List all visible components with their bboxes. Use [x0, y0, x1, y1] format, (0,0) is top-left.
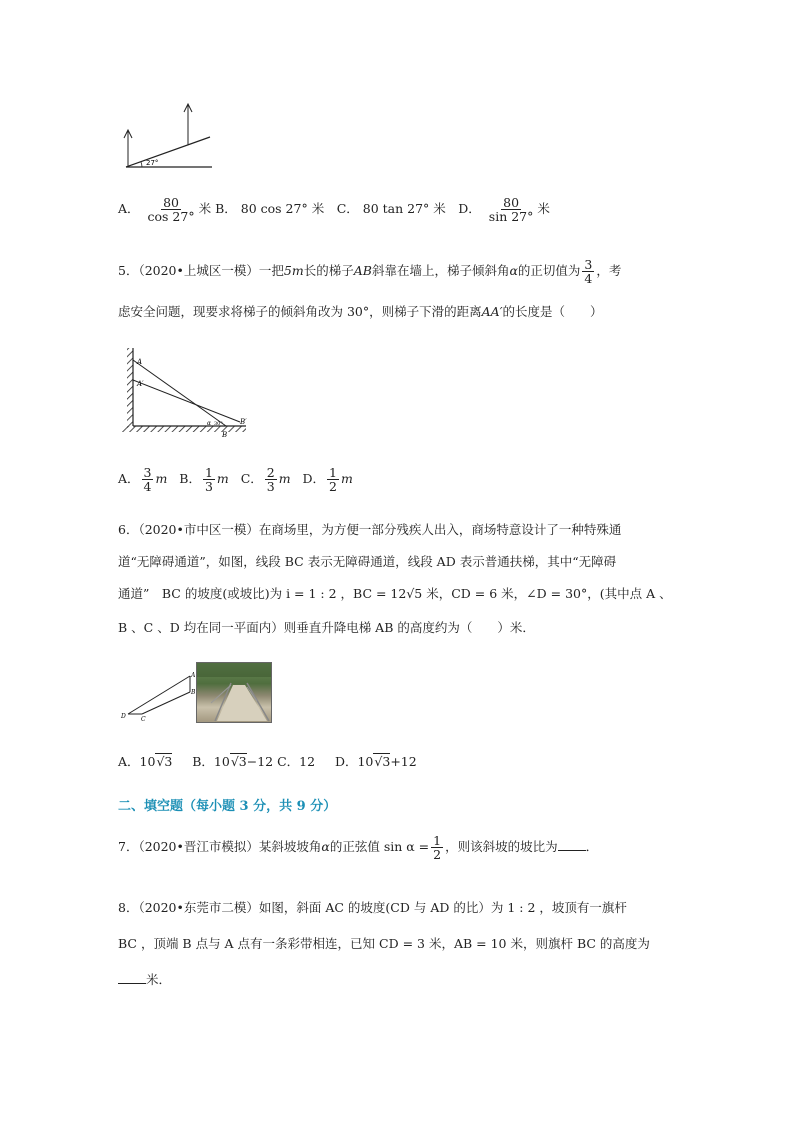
q5-tan-fraction: $\frac{3}{4}$ — [584, 257, 593, 287]
q7-fraction: $\frac{1}{2}$ — [433, 833, 442, 863]
option-a-label: A． — [118, 201, 140, 217]
q6-line2: 道“无障碍通道”，如图，线段 BC 表示无障碍通道，线段 AD 表示普通扶梯，其中“无障碍 — [118, 554, 617, 569]
q5-option-d: D． $\frac{1}{2}$ m — [302, 465, 353, 495]
q8-line1: 8．（2020•东莞市二模）如图，斜面 AC 的坡度(CD 与 AD 的比）为 1 : 2 ，坡顶有一旗杆 — [118, 900, 627, 915]
q5-line2: 虑安全问题，现要求将梯子的倾斜角改为 30°，则梯子下滑的距离AA′的长度是（ ） — [118, 304, 603, 319]
q4-figure — [116, 102, 216, 172]
q5-label-alpha: α — [207, 420, 212, 427]
q6-line4: B 、C 、D 均在同一平面内）则垂直升降电梯 AB 的高度约为（ ）米． — [118, 620, 535, 635]
option-c-label: 米 C． — [311, 201, 359, 217]
q8-line3: 米． — [118, 970, 171, 988]
section-heading: 二、填空题（每小题 3 分，共 9 分） — [118, 799, 337, 814]
q5-option-b: B． $\frac{1}{3}$ m — [179, 465, 229, 495]
q6-option-d: D．10√3+12 — [334, 754, 417, 769]
q5-options — [118, 466, 353, 493]
option-b-expr: 80 cos 27° — [240, 201, 308, 217]
q5-label-b-prime: B′ — [240, 418, 247, 426]
q6-label-d: D — [121, 713, 126, 720]
q6-option-b: B．10√3−12 C．12 — [192, 754, 316, 769]
q5-option-a: A． $\frac{3}{4}$ m — [118, 465, 168, 495]
q6-ramp-photo — [196, 662, 272, 723]
option-c-expr: 80 tan 27° — [362, 201, 430, 217]
q5-line1: 5．（2020•上城区一模）一把5m长的梯子AB斜靠在墙上，梯子倾斜角α的正切值为 $\frac{3}{4}$ ，考 — [118, 257, 622, 287]
q6-line3: 通道” BC 的坡度(或坡比)为 i = 1 : 2 ，BC = 12√5 米，CD = 6 米，∠D = 30°，(其中点 A 、 — [118, 586, 672, 601]
option-d-unit: 米 — [537, 201, 550, 217]
q5-option-c: C． $\frac{2}{3}$ m — [240, 465, 291, 495]
q5-label-30: 30° — [214, 421, 223, 427]
q4-options — [118, 196, 550, 223]
q6-option-a: A．10√3 — [118, 754, 173, 769]
option-d-fraction: $\frac{80}{\sin 27^\circ}$ — [488, 195, 534, 225]
q6-figure — [118, 668, 198, 724]
q5-label-a: A — [137, 358, 143, 366]
q6-options — [118, 752, 417, 770]
q6-label-c: C — [141, 716, 146, 723]
option-b-label: 米 B． — [198, 201, 237, 217]
q6-label-a: A — [191, 672, 196, 679]
option-d-label: 米 D． — [433, 201, 481, 217]
q8-answer-blank[interactable] — [118, 972, 146, 984]
q8-line2: BC ，顶端 B 点与 A 点有一条彩带相连，已知 CD = 3 米，AB = 10 米，则旗杆 BC 的高度为 — [118, 936, 650, 951]
q4-angle-label: 27° — [146, 159, 159, 167]
q5-label-b: B — [222, 431, 228, 438]
q5-label-a-prime: A′ — [137, 380, 144, 388]
q7-answer-blank[interactable] — [558, 839, 586, 851]
q7-text: 7．（2020•晋江市模拟）某斜坡坡角α的正弦值 sin α = $\frac{1}{2}$ ，则该斜坡的坡比为 ． — [118, 833, 599, 863]
q6-label-b: B — [191, 689, 196, 696]
option-a-fraction: $\frac{80}{\cos 27^\circ}$ — [147, 195, 195, 225]
q5-figure — [118, 344, 258, 438]
q6-line1: 6．（2020•市中区一模）在商场里，为方便一部分残疾人出入，商场特意设计了一种特殊通 — [118, 522, 622, 537]
